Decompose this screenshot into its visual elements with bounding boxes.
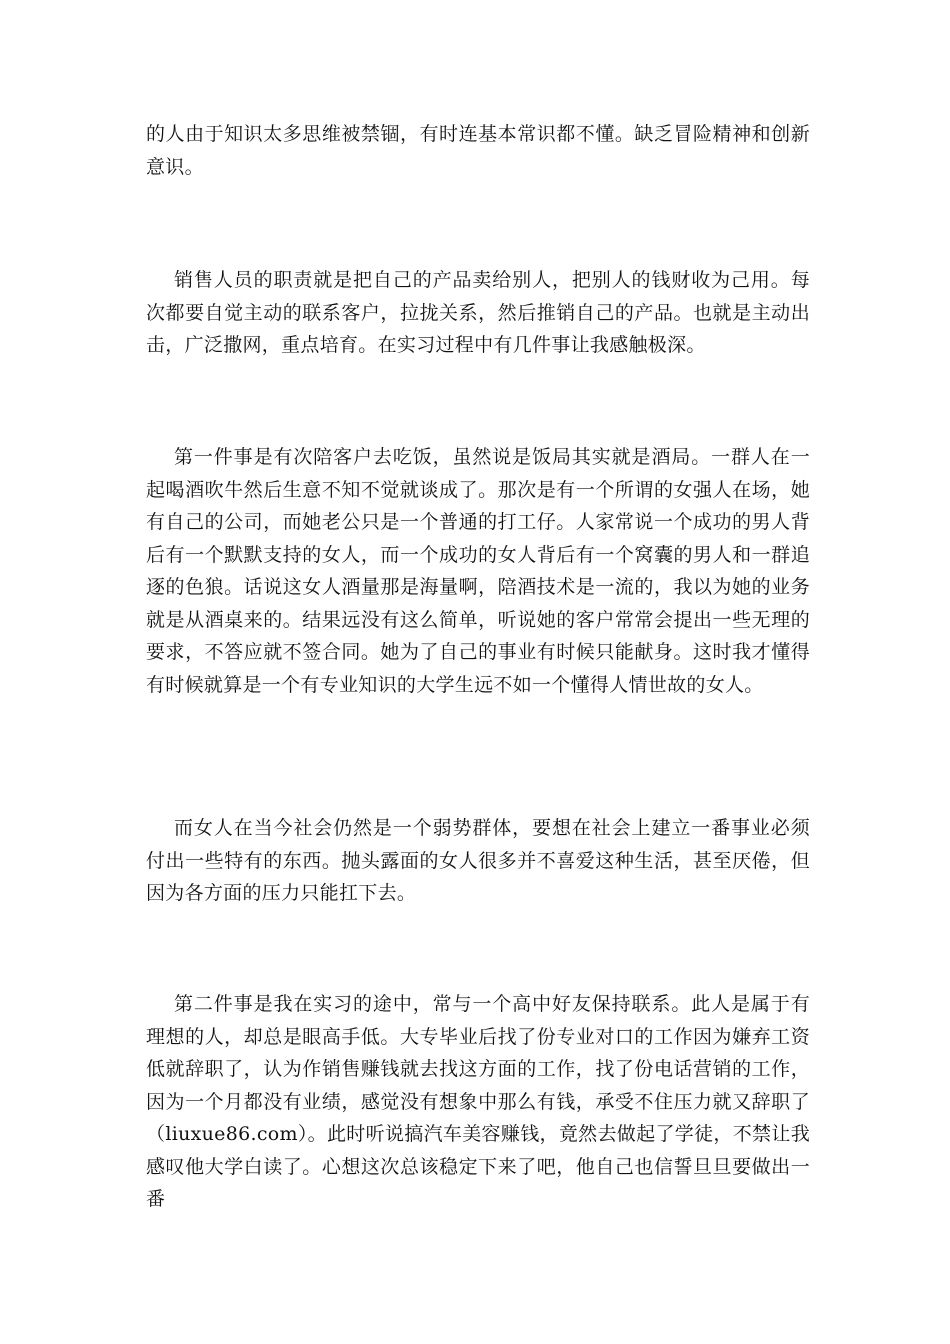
paragraph-first-event: 第一件事是有次陪客户去吃饭，虽然说是饭局其实就是酒局。一群人在一起喝酒吹牛然后生意不知不觉就谈成了。那次是有一个所谓的女强人在场，她有自己的公司，而她老公只是一个普通的打工仔。人家常说一个成功的男人背后有一个默默支持的女人，而一个成功的女人背后有一个窝囊的男人和一群追逐的色狼。话说这女人酒量那是海量啊，陪酒技术是一流的，我以为她的业务就是从酒桌来的。结果远没有这么简单，听说她的客户常常会提出一些无理的要求，不答应就不签合同。她为了自己的事业有时候只能献身。这时我才懂得有时候就算是一个有专业知识的大学生远不如一个懂得人情世故的女人。 — [146, 446, 810, 696]
paragraph-second-event: 第二件事是我在实习的途中，常与一个高中好友保持联系。此人是属于有理想的人，却总是眼高手低。大专毕业后找了份专业对口的工作因为嫌弃工资低就辞职了，认为作销售赚钱就去找这方面的工作，找了份电话营销的工作，因为一个月都没有业绩，感觉没有想象中那么有钱，承受不住压力就又辞职了（liuxue86.com）。此时听说搞汽车美容赚钱，竟然去做起了学徒，不禁让我感叹他大学白读了。心想这次总该稳定下来了吧，他自己也信誓旦旦要做出一番 — [146, 993, 810, 1210]
paragraph-sales-duties: 销售人员的职责就是把自己的产品卖给别人，把别人的钱财收为己用。每次都要自觉主动的联系客户，拉拢关系，然后推销自己的产品。也就是主动出击，广泛撒网，重点培育。在实习过程中有几件事让我感触极深。 — [146, 269, 810, 356]
paragraph-women-society: 而女人在当今社会仍然是一个弱势群体，要想在社会上建立一番事业必须付出一些特有的东西。抛头露面的女人很多并不喜爱这种生活，甚至厌倦，但因为各方面的压力只能扛下去。 — [146, 817, 810, 904]
paragraph-continuation: 的人由于知识太多思维被禁锢，有时连基本常识都不懂。缺乏冒险精神和创新意识。 — [146, 123, 810, 178]
